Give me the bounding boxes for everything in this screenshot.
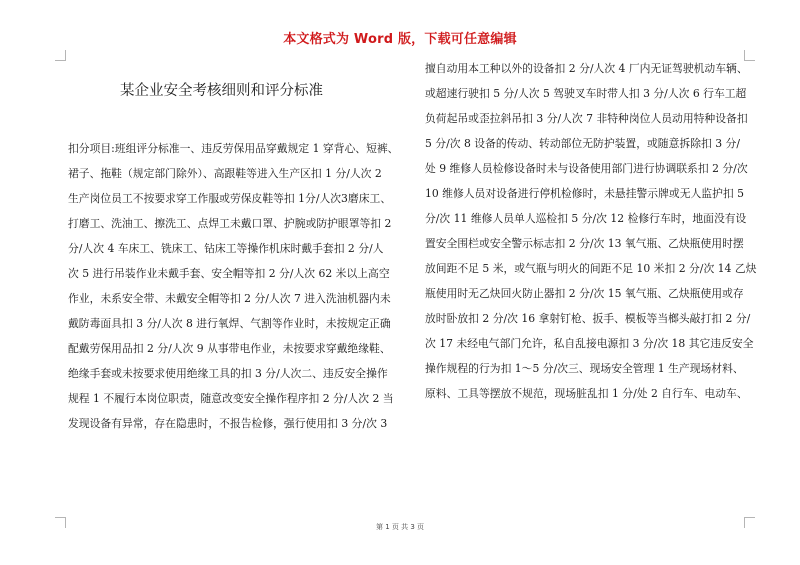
page-number: 第 1 页 共 3 页 — [375, 523, 425, 531]
body-line: 打磨工、洗油工、擦洗工、点焊工未戴口罩、护腕或防护眼罩等扣 2 — [68, 217, 392, 230]
body-line: 操作规程的行为扣 1～5 分/次三、现场安全管理 1 生产现场材料、 — [425, 362, 744, 375]
body-line: 或超速行驶扣 5 分/人次 5 驾驶叉车时带人扣 3 分/人次 6 行车工超 — [425, 87, 747, 100]
body-line: 原料、工具等摆放不规范，现场脏乱扣 1 分/处 2 自行车、电动车、 — [425, 387, 748, 400]
body-line: 5 分/次 8 设备的传动、转动部位无防护装置，或随意拆除扣 3 分/ — [425, 137, 740, 150]
body-line: 作业，未系安全带、未戴安全帽等扣 2 分/人次 7 进入洗油机器内未 — [68, 292, 391, 305]
body-line: 擅自动用本工种以外的设备扣 2 分/人次 4 厂内无证驾驶机动车辆、 — [425, 62, 748, 75]
body-line: 发现设备有异常，存在隐患时，不报告检修，强行使用扣 3 分/次 3 — [68, 417, 388, 430]
body-line: 规程 1 不履行本岗位职责，随意改变安全操作程序扣 2 分/人次 2 当 — [68, 392, 394, 405]
body-line: 分/次 11 维修人员单人巡检扣 5 分/次 12 检修行车时，地面没有设 — [425, 212, 747, 225]
body-line: 瓶使用时无乙炔回火防止器扣 2 分/次 15 氧气瓶、乙炔瓶使用或存 — [425, 287, 744, 300]
body-line: 放间距不足 5 米，或气瓶与明火的间距不足 10 米扣 2 分/次 14 乙炔 — [425, 262, 757, 275]
body-line: 绝缘手套或未按要求使用绝缘工具的扣 3 分/人次二、违反安全操作 — [68, 367, 388, 380]
download-banner: 本文格式为 Word 版，下载可任意编辑 — [283, 32, 517, 47]
body-line: 分/人次 4 车床工、铣床工、钻床工等操作机床时戴手套扣 2 分/人 — [68, 242, 384, 255]
body-line: 生产岗位员工不按要求穿工作服或劳保皮鞋等扣 1分/人次3磨床工、 — [68, 192, 392, 205]
body-line: 扣分项目:班组评分标准一、违反劳保用品穿戴规定 1 穿背心、短裤、 — [68, 142, 399, 155]
left-column — [68, 136, 399, 436]
body-line: 次 5 进行吊装作业未戴手套、安全帽等扣 2 分/人次 62 米以上高空 — [68, 267, 390, 280]
body-line: 戴防毒面具扣 3 分/人次 8 进行氧焊、气割等作业时，未按规定正确 — [68, 317, 391, 330]
body-line: 放时卧放扣 2 分/次 16 拿射钉枪、扳手、模板等当榔头敲打扣 2 分/ — [425, 312, 751, 325]
body-line: 负荷起吊或歪拉斜吊扣 3 分/人次 7 非特种岗位人员动用特种设备扣 — [425, 112, 748, 125]
right-column — [425, 56, 755, 406]
body-line: 裙子、拖鞋（规定部门除外）、高跟鞋等进入生产区扣 1 分/人次 2 — [68, 167, 382, 180]
body-line: 10 维修人员对设备进行停机检修时，未悬挂警示牌或无人监护扣 5 — [425, 187, 744, 200]
document-title: 某企业安全考核细则和评分标准 — [120, 83, 323, 99]
body-line: 次 17 未经电气部门允许，私自乱接电源扣 3 分/次 18 其它违反安全 — [425, 337, 754, 350]
body-line: 处 9 维修人员检修设备时未与设备使用部门进行协调联系扣 2 分/次 — [425, 162, 748, 175]
body-line: 置安全围栏或安全警示标志扣 2 分/次 13 氧气瓶、乙炔瓶使用时摆 — [425, 237, 744, 250]
body-line: 配戴劳保用品扣 2 分/人次 9 从事带电作业，未按要求穿戴绝缘鞋、 — [68, 342, 391, 355]
crop-mark-top-left — [55, 50, 66, 61]
